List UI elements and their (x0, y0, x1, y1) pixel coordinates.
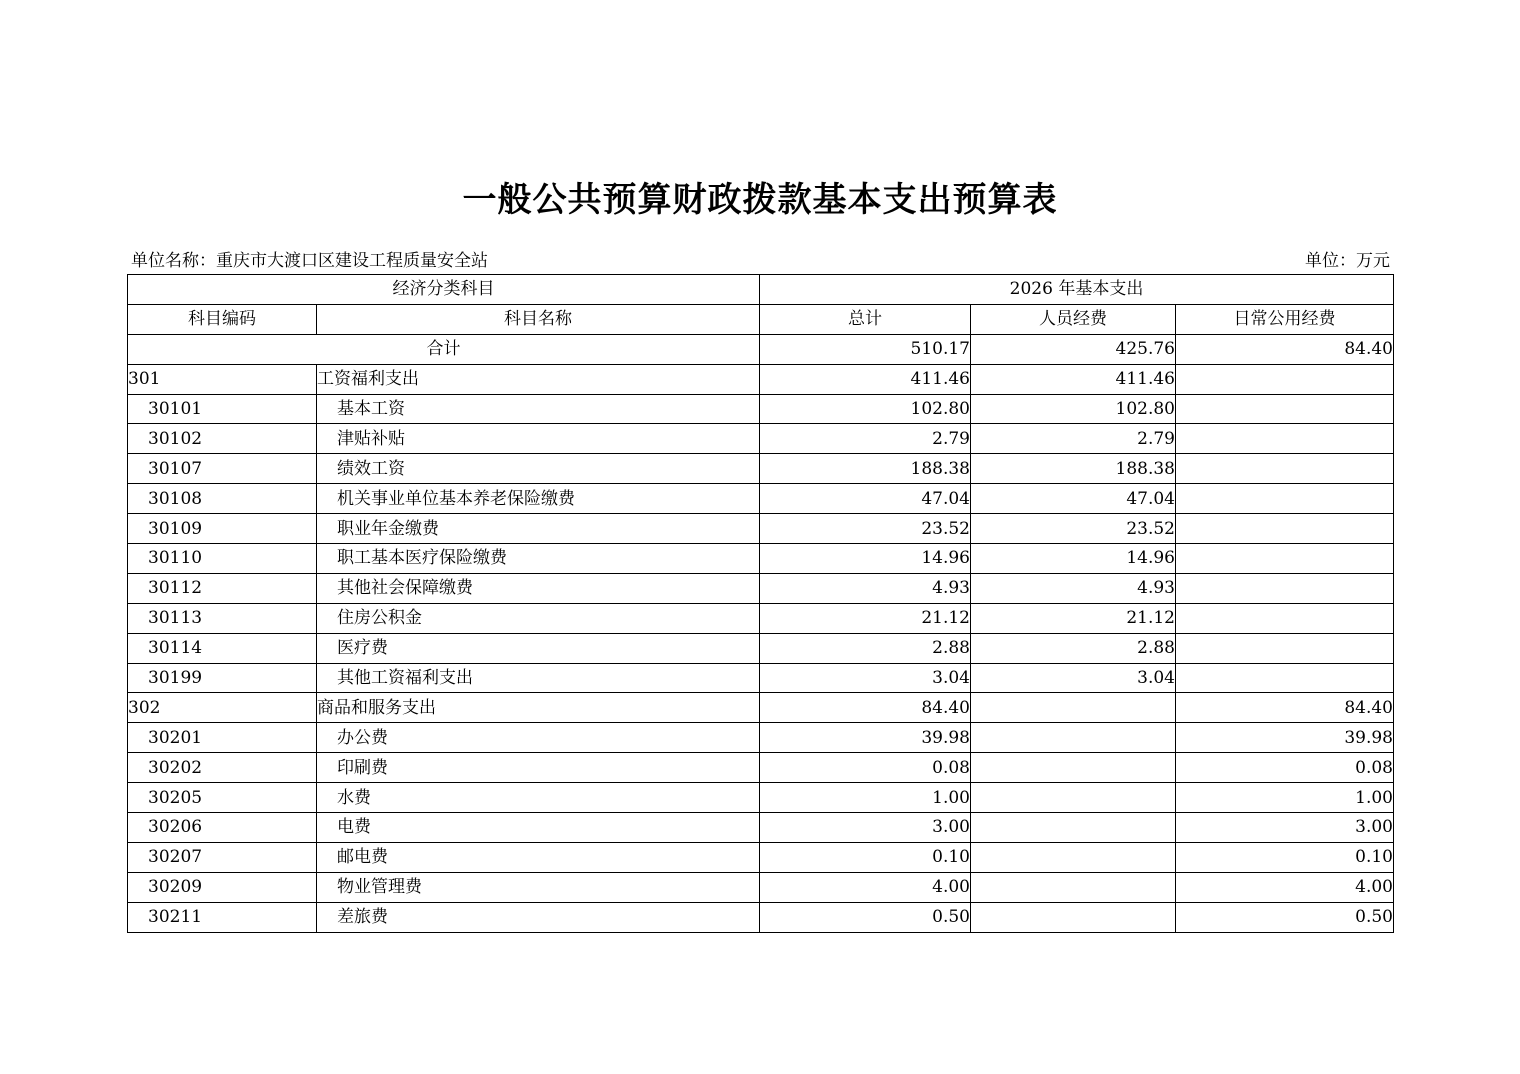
row-subject-name: 住房公积金 (317, 603, 760, 633)
row-subject-code: 30101 (128, 394, 317, 424)
row-total-value: 4.00 (760, 872, 971, 902)
table-row (128, 484, 1394, 514)
table-row (128, 364, 1394, 394)
row-total-value: 2.88 (760, 633, 971, 663)
row-total-value: 84.40 (760, 693, 971, 723)
row-subject-name: 印刷费 (317, 753, 760, 783)
row-subject-code: 30107 (128, 454, 317, 484)
row-personnel-value (971, 842, 1176, 872)
row-total-value: 1.00 (760, 783, 971, 813)
row-subject-code: 30207 (128, 842, 317, 872)
row-public-value: 0.10 (1176, 842, 1394, 872)
row-personnel-value (971, 753, 1176, 783)
header-row-columns (128, 304, 1394, 334)
row-public-value: 1.00 (1176, 783, 1394, 813)
row-public-value (1176, 364, 1394, 394)
row-subject-name: 医疗费 (317, 633, 760, 663)
table-row (128, 723, 1394, 753)
row-public-value: 4.00 (1176, 872, 1394, 902)
row-subject-code: 30205 (128, 783, 317, 813)
row-public-value (1176, 663, 1394, 693)
row-personnel-value: 4.93 (971, 573, 1176, 603)
row-personnel-value (971, 723, 1176, 753)
row-total-value: 39.98 (760, 723, 971, 753)
row-personnel-value: 3.04 (971, 663, 1176, 693)
row-personnel-value: 102.80 (971, 394, 1176, 424)
total-label: 合计 (128, 334, 760, 364)
row-personnel-value: 47.04 (971, 484, 1176, 514)
row-subject-name: 津贴补贴 (317, 424, 760, 454)
row-total-value: 0.08 (760, 753, 971, 783)
table-row (128, 693, 1394, 723)
row-public-value: 39.98 (1176, 723, 1394, 753)
table-row (128, 454, 1394, 484)
row-public-value (1176, 544, 1394, 574)
row-subject-name: 职业年金缴费 (317, 514, 760, 544)
row-subject-code: 30114 (128, 633, 317, 663)
row-total-value: 0.50 (760, 902, 971, 932)
row-public-value (1176, 454, 1394, 484)
budget-table-body (128, 275, 1394, 933)
header-row-group (128, 275, 1394, 305)
row-personnel-value: 188.38 (971, 454, 1176, 484)
table-row (128, 842, 1394, 872)
total-row (128, 334, 1394, 364)
total-public-value: 84.40 (1176, 334, 1394, 364)
row-subject-code: 30112 (128, 573, 317, 603)
header-personnel-expenses: 人员经费 (971, 304, 1176, 334)
row-personnel-value (971, 872, 1176, 902)
row-subject-code: 30211 (128, 902, 317, 932)
row-personnel-value: 21.12 (971, 603, 1176, 633)
table-row (128, 663, 1394, 693)
row-total-value: 23.52 (760, 514, 971, 544)
row-subject-code: 302 (128, 693, 317, 723)
table-row (128, 813, 1394, 843)
row-public-value (1176, 424, 1394, 454)
row-public-value: 0.08 (1176, 753, 1394, 783)
row-public-value (1176, 633, 1394, 663)
unit-name-label: 单位名称：重庆市大渡口区建设工程质量安全站 (131, 251, 488, 271)
row-public-value (1176, 603, 1394, 633)
row-subject-name: 其他工资福利支出 (317, 663, 760, 693)
row-personnel-value (971, 783, 1176, 813)
row-public-value (1176, 573, 1394, 603)
row-personnel-value: 23.52 (971, 514, 1176, 544)
table-row (128, 753, 1394, 783)
row-total-value: 3.00 (760, 813, 971, 843)
currency-unit-label: 单位：万元 (1305, 251, 1390, 271)
table-meta (131, 246, 1390, 272)
row-subject-code: 30109 (128, 514, 317, 544)
row-subject-name: 邮电费 (317, 842, 760, 872)
table-row (128, 633, 1394, 663)
row-total-value: 2.79 (760, 424, 971, 454)
row-subject-code: 30113 (128, 603, 317, 633)
row-total-value: 188.38 (760, 454, 971, 484)
row-subject-code: 30209 (128, 872, 317, 902)
row-subject-code: 30108 (128, 484, 317, 514)
table-row (128, 902, 1394, 932)
row-subject-name: 工资福利支出 (317, 364, 760, 394)
row-subject-name: 物业管理费 (317, 872, 760, 902)
row-personnel-value: 2.79 (971, 424, 1176, 454)
row-personnel-value (971, 902, 1176, 932)
row-personnel-value: 2.88 (971, 633, 1176, 663)
row-public-value: 3.00 (1176, 813, 1394, 843)
header-total: 总计 (760, 304, 971, 334)
row-public-value (1176, 484, 1394, 514)
row-personnel-value: 14.96 (971, 544, 1176, 574)
row-public-value: 0.50 (1176, 902, 1394, 932)
row-subject-name: 其他社会保障缴费 (317, 573, 760, 603)
row-total-value: 411.46 (760, 364, 971, 394)
table-row (128, 514, 1394, 544)
row-personnel-value: 411.46 (971, 364, 1176, 394)
table-row (128, 603, 1394, 633)
row-subject-code: 30199 (128, 663, 317, 693)
row-public-value (1176, 514, 1394, 544)
row-subject-code: 30206 (128, 813, 317, 843)
table-row (128, 573, 1394, 603)
header-subject-code: 科目编码 (128, 304, 317, 334)
row-public-value (1176, 394, 1394, 424)
row-subject-name: 绩效工资 (317, 454, 760, 484)
row-total-value: 4.93 (760, 573, 971, 603)
table-row (128, 394, 1394, 424)
header-subject-name: 科目名称 (317, 304, 760, 334)
page-title: 一般公共预算财政拨款基本支出预算表 (462, 180, 1058, 220)
row-subject-name: 基本工资 (317, 394, 760, 424)
row-personnel-value (971, 693, 1176, 723)
total-total-value: 510.17 (760, 334, 971, 364)
row-subject-name: 办公费 (317, 723, 760, 753)
row-subject-name: 电费 (317, 813, 760, 843)
row-public-value: 84.40 (1176, 693, 1394, 723)
header-public-expenses: 日常公用经费 (1176, 304, 1394, 334)
row-subject-name: 商品和服务支出 (317, 693, 760, 723)
row-total-value: 3.04 (760, 663, 971, 693)
table-row (128, 544, 1394, 574)
row-personnel-value (971, 813, 1176, 843)
row-total-value: 21.12 (760, 603, 971, 633)
row-subject-name: 差旅费 (317, 902, 760, 932)
row-subject-code: 30102 (128, 424, 317, 454)
row-total-value: 14.96 (760, 544, 971, 574)
row-subject-code: 30110 (128, 544, 317, 574)
table-row (128, 424, 1394, 454)
row-total-value: 0.10 (760, 842, 971, 872)
row-total-value: 47.04 (760, 484, 971, 514)
table-row (128, 872, 1394, 902)
header-economic-classification: 经济分类科目 (128, 275, 760, 305)
row-subject-code: 301 (128, 364, 317, 394)
total-personnel-value: 425.76 (971, 334, 1176, 364)
table-row (128, 783, 1394, 813)
row-subject-code: 30201 (128, 723, 317, 753)
row-subject-code: 30202 (128, 753, 317, 783)
row-subject-name: 职工基本医疗保险缴费 (317, 544, 760, 574)
header-basic-expenditure-year: 2026 年基本支出 (760, 275, 1394, 305)
row-total-value: 102.80 (760, 394, 971, 424)
budget-table (127, 274, 1394, 933)
row-subject-name: 水费 (317, 783, 760, 813)
row-subject-name: 机关事业单位基本养老保险缴费 (317, 484, 760, 514)
